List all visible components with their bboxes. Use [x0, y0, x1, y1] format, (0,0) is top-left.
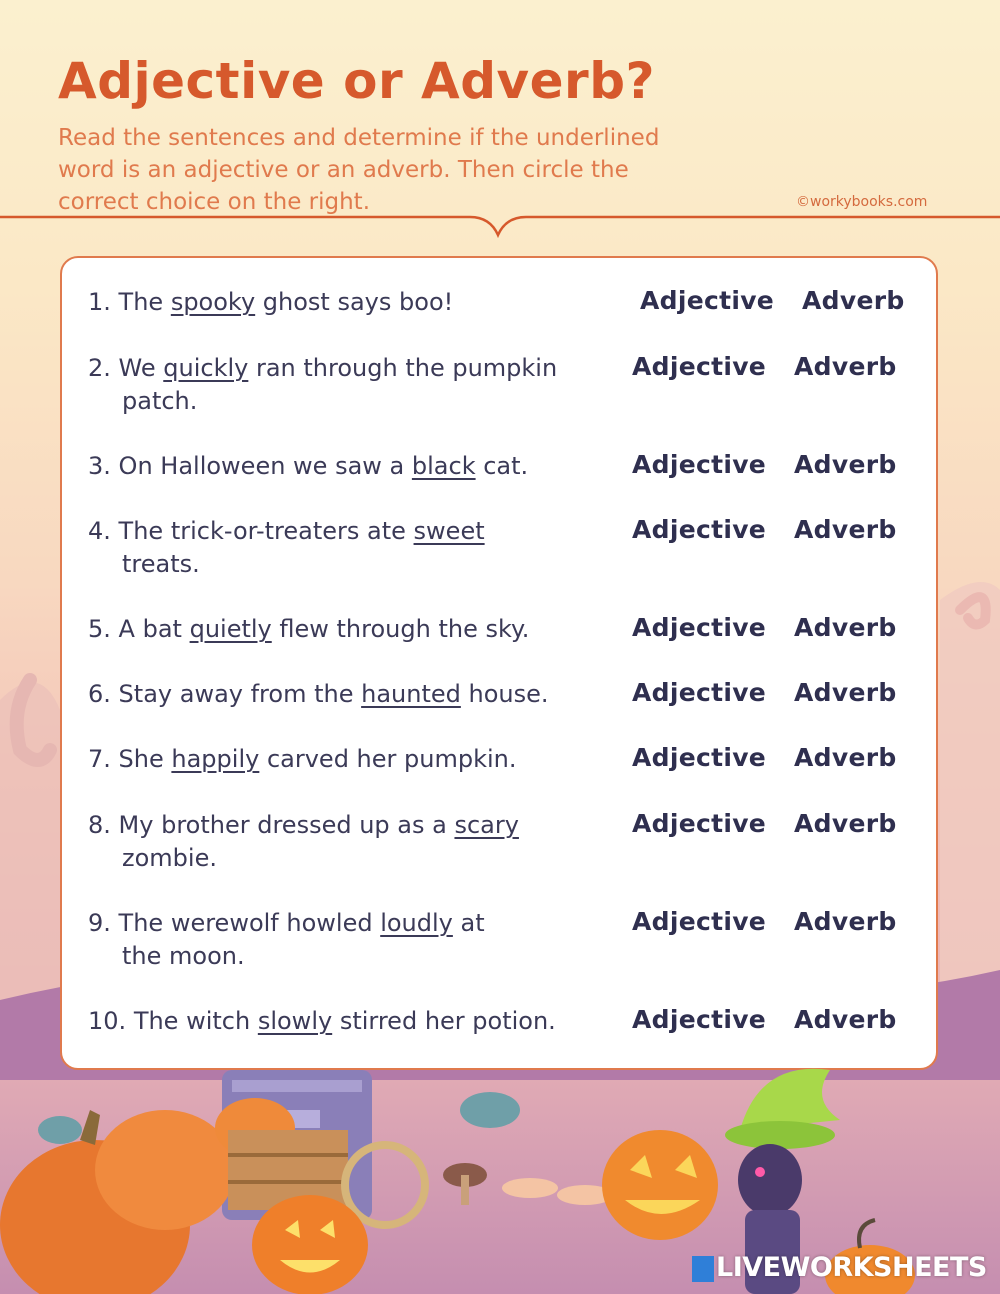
- adverb-option[interactable]: Adverb: [794, 1005, 897, 1034]
- leaf-icon: [38, 1116, 82, 1144]
- watermark: LIVEWORKSHEETS: [716, 1252, 987, 1283]
- underlined-word: scary: [454, 811, 519, 839]
- question-sentence: [88, 1005, 598, 1038]
- question-sentence: [88, 743, 598, 776]
- adverb-option[interactable]: Adverb: [794, 743, 897, 772]
- underlined-word: quietly: [189, 615, 272, 643]
- liveworksheets-logo-icon: [692, 1256, 714, 1282]
- question-sentence: [88, 515, 598, 581]
- adverb-option[interactable]: Adverb: [794, 450, 897, 479]
- sentence-continuation: treats.: [122, 550, 200, 578]
- sentence-after: cat.: [475, 452, 529, 480]
- sentence-after: house.: [460, 680, 549, 708]
- header-divider: [0, 200, 1000, 240]
- underlined-word: loudly: [380, 909, 453, 937]
- sentence-after: flew through the sky.: [271, 615, 530, 643]
- copyright-text: ©workybooks.com: [796, 194, 928, 210]
- questions-card: [60, 256, 938, 1070]
- sentence-after: ran through the pumpkin: [248, 354, 558, 382]
- question-number: 7.: [88, 745, 111, 773]
- sentence-after: carved her pumpkin.: [259, 745, 517, 773]
- sentence-before: A bat: [118, 615, 190, 643]
- sentence-before: We: [118, 354, 164, 382]
- sentence-before: Stay away from the: [118, 680, 362, 708]
- adjective-option[interactable]: Adjective: [632, 1005, 767, 1034]
- jack-o-lantern-icon: [252, 1195, 368, 1294]
- instructions-line-2: word is an adjective or an adverb. Then circle the: [58, 157, 629, 183]
- sentence-before: The: [118, 288, 171, 316]
- adverb-option[interactable]: Adverb: [794, 809, 897, 838]
- adverb-option[interactable]: Adverb: [794, 678, 897, 707]
- adverb-option[interactable]: Adverb: [794, 613, 897, 642]
- leaf-icon: [460, 1092, 520, 1128]
- sentence-after: stirred her potion.: [332, 1007, 556, 1035]
- underlined-word: haunted: [361, 680, 461, 708]
- sentence-continuation: the moon.: [122, 942, 245, 970]
- adjective-option[interactable]: Adjective: [632, 450, 767, 479]
- sentence-before: On Halloween we saw a: [118, 452, 412, 480]
- adjective-option[interactable]: Adjective: [632, 907, 767, 936]
- adverb-option[interactable]: Adverb: [802, 286, 905, 315]
- adverb-option[interactable]: Adverb: [794, 515, 897, 544]
- sentence-before: The trick-or-treaters ate: [118, 517, 414, 545]
- pumpkin-icon: [0, 1110, 235, 1294]
- question-number: 9.: [88, 909, 111, 937]
- stone-icon: [502, 1178, 558, 1198]
- underlined-word: quickly: [163, 354, 249, 382]
- question-number: 5.: [88, 615, 111, 643]
- question-number: 1.: [88, 288, 111, 316]
- question-sentence: [88, 450, 598, 483]
- mushroom-icon: [443, 1163, 487, 1205]
- adjective-option[interactable]: Adjective: [632, 809, 767, 838]
- worksheet-header: [0, 0, 1000, 240]
- adjective-option[interactable]: Adjective: [632, 743, 767, 772]
- question-number: 6.: [88, 680, 111, 708]
- vine-icon: [859, 1220, 875, 1248]
- question-sentence: [88, 286, 598, 319]
- question-sentence: [88, 613, 598, 646]
- jack-o-lantern-icon: [602, 1130, 718, 1240]
- sentence-before: The werewolf howled: [118, 909, 381, 937]
- instructions-line-1: Read the sentences and determine if the underlined: [58, 125, 660, 151]
- adjective-option[interactable]: Adjective: [632, 613, 767, 642]
- sentence-before: The witch: [133, 1007, 258, 1035]
- underlined-word: spooky: [170, 288, 256, 316]
- adverb-option[interactable]: Adverb: [794, 907, 897, 936]
- question-number: 8.: [88, 811, 111, 839]
- crate-icon: [228, 1130, 348, 1210]
- underlined-word: happily: [171, 745, 260, 773]
- sentence-before: My brother dressed up as a: [118, 811, 455, 839]
- adverb-option[interactable]: Adverb: [794, 352, 897, 381]
- adjective-option[interactable]: Adjective: [640, 286, 775, 315]
- sentence-after: ghost says boo!: [255, 288, 454, 316]
- question-number: 10.: [88, 1007, 127, 1035]
- question-sentence: [88, 678, 598, 711]
- instructions-line-3: correct choice on the right.: [58, 189, 371, 215]
- underlined-word: slowly: [257, 1007, 333, 1035]
- sentence-continuation: zombie.: [122, 844, 217, 872]
- question-number: 3.: [88, 452, 111, 480]
- underlined-word: sweet: [413, 517, 485, 545]
- question-sentence: [88, 352, 598, 418]
- sentence-before: She: [118, 745, 172, 773]
- question-number: 4.: [88, 517, 111, 545]
- question-number: 2.: [88, 354, 111, 382]
- question-sentence: [88, 809, 598, 875]
- adjective-option[interactable]: Adjective: [632, 678, 767, 707]
- question-sentence: [88, 907, 598, 973]
- page-title: Adjective or Adverb?: [58, 52, 655, 110]
- adjective-option[interactable]: Adjective: [632, 515, 767, 544]
- adjective-option[interactable]: Adjective: [632, 352, 767, 381]
- sentence-continuation: patch.: [122, 387, 198, 415]
- underlined-word: black: [411, 452, 476, 480]
- sentence-after: at: [452, 909, 485, 937]
